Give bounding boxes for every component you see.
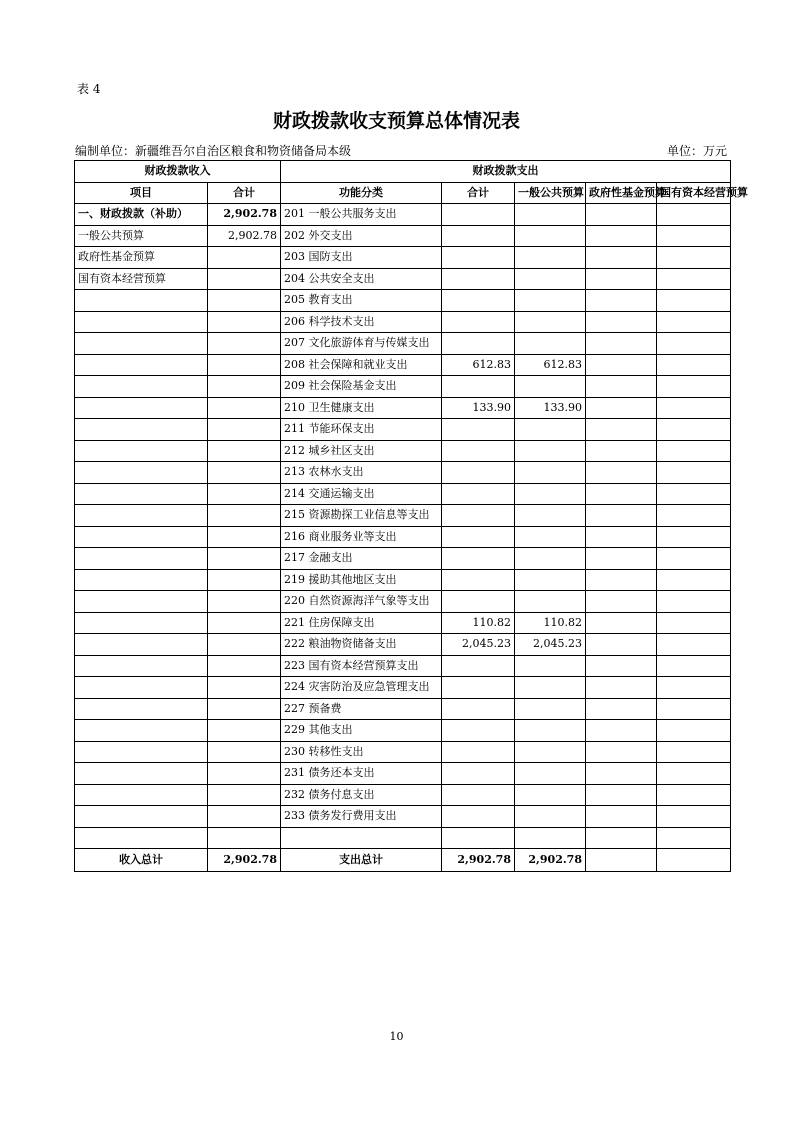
- general-budget-cell: [515, 741, 586, 763]
- general-budget-cell: [515, 440, 586, 462]
- income-value-cell: [208, 677, 281, 699]
- table-row: [75, 698, 731, 720]
- item-cell: [75, 548, 208, 570]
- expense-total-cell: [442, 440, 515, 462]
- expense-total-cell: [442, 483, 515, 505]
- gov-fund-budget-cell: [586, 225, 657, 247]
- expense-total-cell: [442, 720, 515, 742]
- item-cell: [75, 806, 208, 828]
- general-budget-cell: [515, 225, 586, 247]
- expense-total-cell: [442, 548, 515, 570]
- function-category-cell: 229 其他支出: [281, 720, 442, 742]
- income-value-cell: [208, 763, 281, 785]
- gov-fund-budget-cell: [586, 569, 657, 591]
- expense-total-cell: [442, 290, 515, 312]
- general-budget-cell: [515, 419, 586, 441]
- item-cell: [75, 526, 208, 548]
- item-cell: [75, 655, 208, 677]
- expense-total-cell: [442, 698, 515, 720]
- item-cell: [75, 440, 208, 462]
- income-value-cell: [208, 462, 281, 484]
- item-cell: [75, 462, 208, 484]
- col-header-state-capital-budget: 国有资本经营预算: [657, 182, 731, 204]
- state-capital-budget-cell: [657, 225, 731, 247]
- state-capital-budget-cell: [657, 655, 731, 677]
- item-cell: [75, 333, 208, 355]
- general-budget-cell: [515, 569, 586, 591]
- function-category-cell: 231 债务还本支出: [281, 763, 442, 785]
- expense-total-cell: 110.82: [442, 612, 515, 634]
- item-cell: [75, 612, 208, 634]
- page-number: 10: [389, 1030, 404, 1043]
- general-budget-cell: [515, 247, 586, 269]
- gov-fund-budget-cell: [586, 483, 657, 505]
- column-header-row: [75, 182, 731, 204]
- expense-total-cell: [442, 806, 515, 828]
- state-capital-budget-cell: [657, 247, 731, 269]
- col-header-gov-fund-budget: 政府性基金预算: [586, 182, 657, 204]
- income-value-cell: [208, 290, 281, 312]
- income-value-cell: [208, 505, 281, 527]
- gov-fund-budget-cell: [586, 677, 657, 699]
- general-budget-cell: [515, 677, 586, 699]
- income-value-cell: [208, 483, 281, 505]
- general-budget-cell: [515, 806, 586, 828]
- table-row: [75, 827, 731, 849]
- function-category-cell: 216 商业服务业等支出: [281, 526, 442, 548]
- gov-fund-budget-cell: [586, 462, 657, 484]
- table-row: [75, 333, 731, 355]
- col-header-item: 项目: [75, 182, 208, 204]
- item-cell: [75, 677, 208, 699]
- general-budget-cell: [515, 376, 586, 398]
- income-value-cell: [208, 333, 281, 355]
- income-total-value: 2,902.78: [208, 849, 281, 872]
- item-cell: [75, 698, 208, 720]
- income-value-cell: [208, 806, 281, 828]
- expense-total-cell: [442, 204, 515, 226]
- expense-total-value: 2,902.78: [442, 849, 515, 872]
- gov-fund-budget-cell: [586, 655, 657, 677]
- function-category-cell: 227 预备费: [281, 698, 442, 720]
- gov-fund-budget-cell: [586, 397, 657, 419]
- expense-total-cell: [442, 419, 515, 441]
- income-value-cell: [208, 698, 281, 720]
- gov-fund-budget-cell: [586, 247, 657, 269]
- table-row: [75, 655, 731, 677]
- state-capital-budget-cell: [657, 333, 731, 355]
- state-capital-budget-cell: [657, 505, 731, 527]
- table-row: [75, 376, 731, 398]
- income-value-cell: [208, 569, 281, 591]
- general-budget-cell: [515, 526, 586, 548]
- general-budget-cell: 612.83: [515, 354, 586, 376]
- table-row: [75, 440, 731, 462]
- gov-fund-budget-cell: [586, 591, 657, 613]
- table-row: [75, 462, 731, 484]
- expense-total-cell: 2,045.23: [442, 634, 515, 656]
- general-budget-cell: [515, 591, 586, 613]
- table-row: [75, 741, 731, 763]
- function-category-cell: [281, 827, 442, 849]
- gov-fund-budget-cell: [586, 827, 657, 849]
- table-row: [75, 311, 731, 333]
- state-capital-budget-cell: [657, 763, 731, 785]
- gov-fund-budget-cell: [586, 526, 657, 548]
- state-capital-budget-cell: [657, 677, 731, 699]
- function-category-cell: 212 城乡社区支出: [281, 440, 442, 462]
- totals-row: [75, 849, 731, 872]
- item-cell: [75, 827, 208, 849]
- general-budget-cell: [515, 655, 586, 677]
- expense-total-cell: [442, 569, 515, 591]
- income-value-cell: [208, 440, 281, 462]
- table-row: [75, 634, 731, 656]
- item-cell: [75, 376, 208, 398]
- expense-total-cell: [442, 247, 515, 269]
- gov-fund-budget-cell: [586, 268, 657, 290]
- gov-fund-budget-cell: [586, 440, 657, 462]
- expense-total-cell: [442, 741, 515, 763]
- income-value-cell: [208, 548, 281, 570]
- expense-total-cell: [442, 677, 515, 699]
- income-value-cell: [208, 612, 281, 634]
- item-cell: 国有资本经营预算: [75, 268, 208, 290]
- table-row: [75, 225, 731, 247]
- income-section-header: 财政拨款收入: [75, 161, 281, 183]
- function-category-cell: 221 住房保障支出: [281, 612, 442, 634]
- table-row: [75, 806, 731, 828]
- income-value-cell: [208, 247, 281, 269]
- income-value-cell: [208, 720, 281, 742]
- income-value-cell: [208, 397, 281, 419]
- function-category-cell: 217 金融支出: [281, 548, 442, 570]
- table-row: [75, 505, 731, 527]
- table-row: [75, 569, 731, 591]
- income-value-cell: [208, 311, 281, 333]
- gov-fund-budget-cell: [586, 548, 657, 570]
- income-value-cell: [208, 591, 281, 613]
- compiling-unit: 编制单位：新疆维吾尔自治区粮食和物资储备局本级: [75, 144, 352, 158]
- item-cell: 一、财政拨款（补助）: [75, 204, 208, 226]
- state-capital-budget-cell: [657, 720, 731, 742]
- item-cell: 一般公共预算: [75, 225, 208, 247]
- gov-fund-budget-cell: [586, 698, 657, 720]
- item-cell: [75, 720, 208, 742]
- function-category-cell: 205 教育支出: [281, 290, 442, 312]
- expense-total-cell: 133.90: [442, 397, 515, 419]
- function-category-cell: 223 国有资本经营预算支出: [281, 655, 442, 677]
- general-budget-cell: [515, 483, 586, 505]
- state-capital-budget-cell: [657, 784, 731, 806]
- item-cell: [75, 397, 208, 419]
- state-capital-budget-cell: [657, 591, 731, 613]
- item-cell: [75, 784, 208, 806]
- state-capital-budget-cell: [657, 397, 731, 419]
- table-row: [75, 526, 731, 548]
- col-header-income-total: 合计: [208, 182, 281, 204]
- state-capital-budget-cell: [657, 741, 731, 763]
- income-value-cell: 2,902.78: [208, 204, 281, 226]
- document-title: 财政拨款收支预算总体情况表: [272, 110, 520, 132]
- state-capital-budget-cell: [657, 440, 731, 462]
- table-row: [75, 612, 731, 634]
- expense-total-cell: [442, 591, 515, 613]
- section-header-row: [75, 161, 731, 183]
- expense-total-cell: [442, 225, 515, 247]
- gov-fund-budget-cell: [586, 419, 657, 441]
- function-category-cell: 233 债务发行费用支出: [281, 806, 442, 828]
- income-value-cell: [208, 784, 281, 806]
- table-row: [75, 290, 731, 312]
- expense-total-cell: [442, 505, 515, 527]
- item-cell: [75, 311, 208, 333]
- state-capital-total-value: [657, 849, 731, 872]
- general-budget-cell: 2,045.23: [515, 634, 586, 656]
- function-category-cell: 209 社会保险基金支出: [281, 376, 442, 398]
- general-budget-cell: [515, 505, 586, 527]
- item-cell: [75, 483, 208, 505]
- expense-total-cell: 612.83: [442, 354, 515, 376]
- item-cell: [75, 354, 208, 376]
- general-budget-cell: [515, 784, 586, 806]
- item-cell: [75, 634, 208, 656]
- state-capital-budget-cell: [657, 827, 731, 849]
- item-cell: [75, 505, 208, 527]
- general-budget-cell: [515, 827, 586, 849]
- function-category-cell: 213 农林水支出: [281, 462, 442, 484]
- expense-section-header: 财政拨款支出: [281, 161, 731, 183]
- table-row: [75, 784, 731, 806]
- item-cell: [75, 763, 208, 785]
- function-category-cell: 222 粮油物资储备支出: [281, 634, 442, 656]
- gov-fund-budget-cell: [586, 290, 657, 312]
- general-budget-cell: [515, 698, 586, 720]
- function-category-cell: 220 自然资源海洋气象等支出: [281, 591, 442, 613]
- expense-total-cell: [442, 376, 515, 398]
- table-row: [75, 548, 731, 570]
- income-value-cell: [208, 419, 281, 441]
- table-row: [75, 397, 731, 419]
- expense-total-cell: [442, 655, 515, 677]
- income-value-cell: [208, 741, 281, 763]
- function-category-cell: 230 转移性支出: [281, 741, 442, 763]
- gov-fund-budget-cell: [586, 806, 657, 828]
- gov-fund-budget-cell: [586, 505, 657, 527]
- general-budget-cell: [515, 462, 586, 484]
- item-cell: [75, 741, 208, 763]
- table-row: [75, 268, 731, 290]
- general-budget-cell: [515, 290, 586, 312]
- function-category-cell: 203 国防支出: [281, 247, 442, 269]
- gov-fund-budget-cell: [586, 333, 657, 355]
- state-capital-budget-cell: [657, 806, 731, 828]
- general-budget-cell: [515, 268, 586, 290]
- function-category-cell: 201 一般公共服务支出: [281, 204, 442, 226]
- general-budget-cell: [515, 763, 586, 785]
- state-capital-budget-cell: [657, 354, 731, 376]
- state-capital-budget-cell: [657, 569, 731, 591]
- state-capital-budget-cell: [657, 526, 731, 548]
- function-category-cell: 208 社会保障和就业支出: [281, 354, 442, 376]
- gov-fund-budget-cell: [586, 204, 657, 226]
- state-capital-budget-cell: [657, 311, 731, 333]
- income-value-cell: [208, 376, 281, 398]
- state-capital-budget-cell: [657, 548, 731, 570]
- col-header-expense-total: 合计: [442, 182, 515, 204]
- state-capital-budget-cell: [657, 698, 731, 720]
- table-row: [75, 419, 731, 441]
- function-category-cell: 215 资源勘探工业信息等支出: [281, 505, 442, 527]
- general-budget-cell: 110.82: [515, 612, 586, 634]
- table-row: [75, 483, 731, 505]
- expense-total-cell: [442, 526, 515, 548]
- general-budget-cell: [515, 311, 586, 333]
- gov-fund-budget-cell: [586, 311, 657, 333]
- gov-fund-budget-cell: [586, 741, 657, 763]
- item-cell: 政府性基金预算: [75, 247, 208, 269]
- state-capital-budget-cell: [657, 376, 731, 398]
- general-budget-total-value: 2,902.78: [515, 849, 586, 872]
- general-budget-cell: [515, 548, 586, 570]
- state-capital-budget-cell: [657, 268, 731, 290]
- item-cell: [75, 290, 208, 312]
- expense-total-cell: [442, 462, 515, 484]
- general-budget-cell: [515, 333, 586, 355]
- gov-fund-total-value: [586, 849, 657, 872]
- income-value-cell: [208, 634, 281, 656]
- function-category-cell: 204 公共安全支出: [281, 268, 442, 290]
- income-value-cell: [208, 268, 281, 290]
- gov-fund-budget-cell: [586, 376, 657, 398]
- state-capital-budget-cell: [657, 612, 731, 634]
- item-cell: [75, 419, 208, 441]
- expense-total-cell: [442, 784, 515, 806]
- function-category-cell: 224 灾害防治及应急管理支出: [281, 677, 442, 699]
- gov-fund-budget-cell: [586, 763, 657, 785]
- item-cell: [75, 591, 208, 613]
- general-budget-cell: [515, 204, 586, 226]
- gov-fund-budget-cell: [586, 784, 657, 806]
- function-category-cell: 202 外交支出: [281, 225, 442, 247]
- expense-total-cell: [442, 333, 515, 355]
- table-row: [75, 720, 731, 742]
- function-category-cell: 232 债务付息支出: [281, 784, 442, 806]
- state-capital-budget-cell: [657, 462, 731, 484]
- income-value-cell: [208, 655, 281, 677]
- col-header-general-budget: 一般公共预算: [515, 182, 586, 204]
- expense-total-cell: [442, 763, 515, 785]
- state-capital-budget-cell: [657, 634, 731, 656]
- currency-unit: 单位：万元: [666, 144, 727, 158]
- state-capital-budget-cell: [657, 419, 731, 441]
- income-value-cell: 2,902.78: [208, 225, 281, 247]
- expense-total-label: 支出总计: [281, 849, 442, 872]
- state-capital-budget-cell: [657, 204, 731, 226]
- expense-total-cell: [442, 827, 515, 849]
- income-value-cell: [208, 526, 281, 548]
- col-header-function: 功能分类: [281, 182, 442, 204]
- gov-fund-budget-cell: [586, 720, 657, 742]
- table-row: [75, 354, 731, 376]
- table-row: [75, 591, 731, 613]
- table-row: [75, 763, 731, 785]
- income-value-cell: [208, 827, 281, 849]
- state-capital-budget-cell: [657, 483, 731, 505]
- general-budget-cell: 133.90: [515, 397, 586, 419]
- income-value-cell: [208, 354, 281, 376]
- function-category-cell: 214 交通运输支出: [281, 483, 442, 505]
- gov-fund-budget-cell: [586, 354, 657, 376]
- function-category-cell: 207 文化旅游体育与传媒支出: [281, 333, 442, 355]
- expense-total-cell: [442, 311, 515, 333]
- function-category-cell: 211 节能环保支出: [281, 419, 442, 441]
- expense-total-cell: [442, 268, 515, 290]
- income-total-label: 收入总计: [75, 849, 208, 872]
- item-cell: [75, 569, 208, 591]
- general-budget-cell: [515, 720, 586, 742]
- table-row: [75, 677, 731, 699]
- gov-fund-budget-cell: [586, 612, 657, 634]
- function-category-cell: 206 科学技术支出: [281, 311, 442, 333]
- table-row: [75, 204, 731, 226]
- budget-table: [74, 160, 748, 872]
- function-category-cell: 219 援助其他地区支出: [281, 569, 442, 591]
- gov-fund-budget-cell: [586, 634, 657, 656]
- function-category-cell: 210 卫生健康支出: [281, 397, 442, 419]
- table-number-label: 表 4: [77, 82, 101, 96]
- table-row: [75, 247, 731, 269]
- state-capital-budget-cell: [657, 290, 731, 312]
